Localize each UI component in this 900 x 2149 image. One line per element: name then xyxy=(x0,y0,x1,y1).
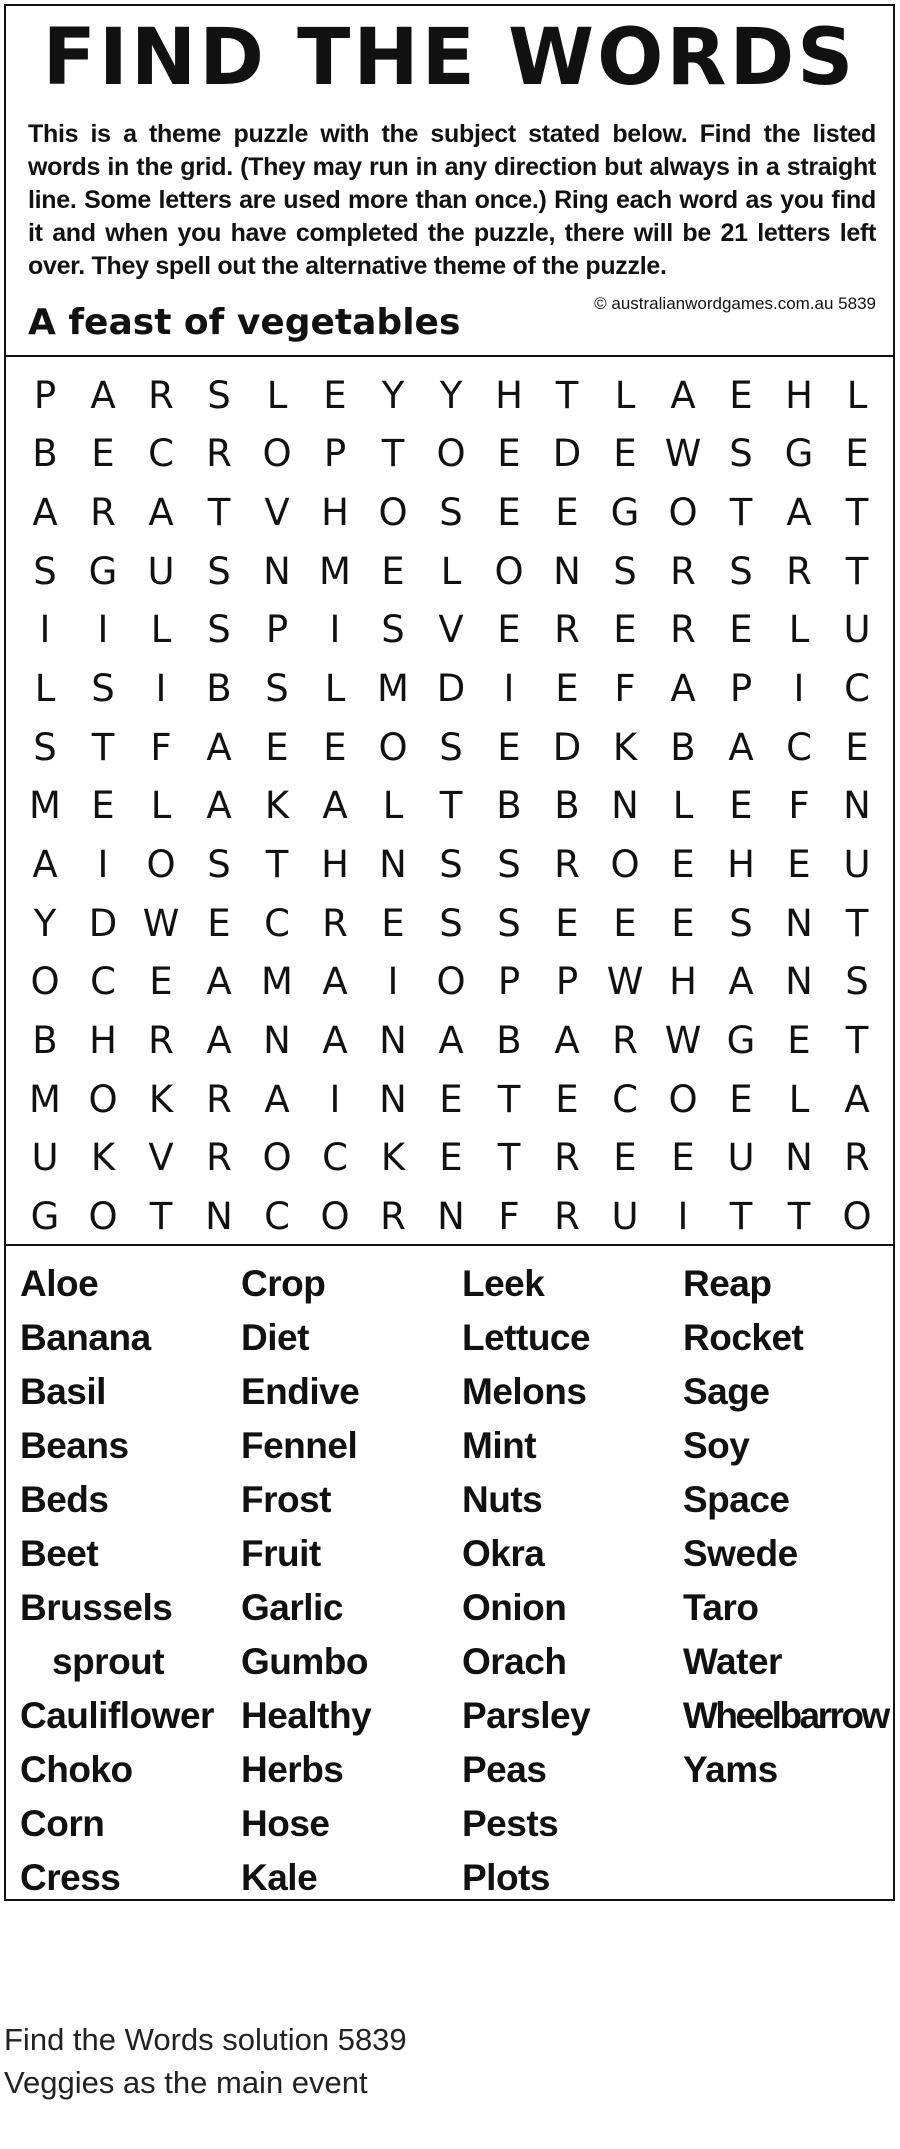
puzzle-header xyxy=(6,6,893,356)
grid-cell[interactable]: L xyxy=(788,608,810,652)
grid-cell[interactable]: E xyxy=(613,432,637,476)
grid-cell[interactable]: E xyxy=(787,1019,811,1063)
grid-cell[interactable]: W xyxy=(664,432,702,476)
grid-cell[interactable]: O xyxy=(88,1195,118,1239)
instructions-text xyxy=(28,118,876,320)
grid-cell[interactable]: D xyxy=(552,725,582,769)
grid-cell[interactable]: T xyxy=(845,549,869,593)
grid-cell[interactable]: N xyxy=(611,784,639,828)
grid-cell[interactable]: L xyxy=(34,667,56,711)
grid-cell[interactable]: N xyxy=(379,843,407,887)
grid-cell[interactable]: O xyxy=(378,491,408,535)
grid-cell[interactable]: R xyxy=(148,373,174,417)
grid-cell[interactable]: E xyxy=(555,667,579,711)
grid-cell[interactable]: S xyxy=(207,373,231,417)
grid-cell[interactable]: A xyxy=(670,667,696,711)
word-item[interactable]: Parsley xyxy=(462,1695,591,1736)
grid-cell[interactable]: S xyxy=(845,960,869,1004)
grid-cell[interactable]: M xyxy=(319,549,351,593)
grid-cell[interactable]: V xyxy=(148,1136,174,1180)
grid-cell[interactable]: I xyxy=(793,667,805,711)
grid-cell[interactable]: T xyxy=(91,725,115,769)
grid-cell[interactable]: C xyxy=(844,667,870,711)
word-item[interactable]: Endive xyxy=(241,1371,360,1412)
grid-cell[interactable]: U xyxy=(611,1195,639,1239)
grid-cell[interactable]: N xyxy=(263,549,291,593)
grid-cell[interactable]: S xyxy=(439,491,463,535)
grid-cell[interactable]: N xyxy=(553,549,581,593)
grid-cell[interactable]: O xyxy=(262,1136,292,1180)
word-item[interactable]: Wheelbarrow xyxy=(683,1695,888,1736)
grid-cell[interactable]: A xyxy=(206,960,232,1004)
puzzle-title: FIND THE WORDS xyxy=(42,13,857,103)
grid-cell[interactable]: S xyxy=(729,549,753,593)
word-item[interactable]: Corn xyxy=(20,1803,105,1844)
grid-cell[interactable]: L xyxy=(150,608,172,652)
grid-cell[interactable]: R xyxy=(554,843,580,887)
grid-cell[interactable]: N xyxy=(379,1077,407,1121)
word-item[interactable]: Healthy xyxy=(241,1695,372,1736)
grid-cell[interactable]: S xyxy=(207,608,231,652)
word-item[interactable]: Plots xyxy=(462,1857,550,1898)
grid-cell[interactable]: N xyxy=(785,901,813,945)
word-item[interactable]: Fennel xyxy=(241,1425,358,1466)
grid-cell[interactable]: G xyxy=(88,549,118,593)
grid-cell[interactable]: R xyxy=(786,549,812,593)
grid-cell[interactable]: R xyxy=(148,1019,174,1063)
grid-cell[interactable]: E xyxy=(845,432,869,476)
grid-cell[interactable]: C xyxy=(264,1195,290,1239)
grid-cell[interactable]: E xyxy=(439,1077,463,1121)
grid-cell[interactable]: L xyxy=(846,373,868,417)
grid-cell[interactable]: A xyxy=(264,1077,290,1121)
grid-cell[interactable]: I xyxy=(329,1077,341,1121)
grid-cell[interactable]: D xyxy=(552,432,582,476)
grid-cell[interactable]: H xyxy=(321,843,349,887)
word-item[interactable]: Reap xyxy=(683,1263,772,1304)
grid-cell[interactable]: F xyxy=(788,784,810,828)
word-item[interactable]: Basil xyxy=(20,1371,106,1412)
grid-cell[interactable]: O xyxy=(436,960,466,1004)
grid-cell[interactable]: P xyxy=(555,960,579,1004)
word-item[interactable]: Space xyxy=(683,1479,790,1520)
grid-cell[interactable]: D xyxy=(436,667,466,711)
grid-cell[interactable]: T xyxy=(845,1019,869,1063)
grid-cell[interactable]: T xyxy=(787,1195,811,1239)
grid-cell[interactable]: E xyxy=(497,432,521,476)
grid-cell[interactable]: P xyxy=(497,960,521,1004)
grid-cell[interactable]: B xyxy=(554,784,580,828)
grid-cell[interactable]: C xyxy=(264,901,290,945)
word-item[interactable]: Soy xyxy=(683,1425,750,1466)
grid-cell[interactable]: I xyxy=(39,608,51,652)
grid-cell[interactable]: V xyxy=(264,491,290,535)
grid-cell[interactable]: O xyxy=(668,1077,698,1121)
grid-cell[interactable]: Y xyxy=(439,373,463,417)
word-item[interactable]: Cauliflower xyxy=(20,1695,214,1736)
grid-cell[interactable]: H xyxy=(321,491,349,535)
word-item[interactable]: Herbs xyxy=(241,1749,344,1790)
word-item[interactable]: Diet xyxy=(241,1317,309,1358)
grid-cell[interactable]: R xyxy=(612,1019,638,1063)
grid-cell[interactable]: T xyxy=(845,491,869,535)
puzzle-panel xyxy=(4,4,895,1901)
grid-cell[interactable]: C xyxy=(786,725,812,769)
grid-cell[interactable]: O xyxy=(30,960,60,1004)
grid-cell[interactable]: L xyxy=(788,1077,810,1121)
grid-cell[interactable]: S xyxy=(497,843,521,887)
grid-cell[interactable]: L xyxy=(150,784,172,828)
grid-cell[interactable]: T xyxy=(555,373,579,417)
grid-cell[interactable]: O xyxy=(610,843,640,887)
grid-cell[interactable]: K xyxy=(148,1077,174,1121)
grid-cell[interactable]: E xyxy=(787,843,811,887)
grid-cell[interactable]: I xyxy=(387,960,399,1004)
grid-cell[interactable]: S xyxy=(33,725,57,769)
grid-cell[interactable]: H xyxy=(785,373,813,417)
grid-cell[interactable]: E xyxy=(555,1077,579,1121)
grid-cell[interactable]: A xyxy=(728,960,754,1004)
grid-cell[interactable]: B xyxy=(32,1019,58,1063)
word-item[interactable]: Swede xyxy=(683,1533,798,1574)
grid-cell[interactable]: T xyxy=(265,843,289,887)
grid-cell[interactable]: M xyxy=(377,667,409,711)
grid-cell[interactable]: U xyxy=(31,1136,59,1180)
grid-cell[interactable]: E xyxy=(729,608,753,652)
grid-cell[interactable]: E xyxy=(613,901,637,945)
grid-cell[interactable]: R xyxy=(380,1195,406,1239)
grid-cell[interactable]: T xyxy=(207,491,231,535)
grid-cell[interactable]: R xyxy=(206,1136,232,1180)
grid-cell[interactable]: S xyxy=(381,608,405,652)
grid-cell[interactable]: E xyxy=(91,784,115,828)
grid-cell[interactable]: P xyxy=(33,373,57,417)
grid-divider xyxy=(6,1244,893,1246)
grid-cell[interactable]: I xyxy=(677,1195,689,1239)
grid-cell[interactable]: U xyxy=(843,608,871,652)
grid-cell[interactable]: S xyxy=(613,549,637,593)
grid-cell[interactable]: A xyxy=(148,491,174,535)
grid-cell[interactable]: T xyxy=(845,901,869,945)
word-item[interactable]: Frost xyxy=(241,1479,331,1520)
grid-cell[interactable]: T xyxy=(381,432,405,476)
word-item[interactable]: Taro xyxy=(683,1587,759,1628)
word-item[interactable]: Beans xyxy=(20,1425,129,1466)
grid-cell[interactable]: W xyxy=(606,960,644,1004)
grid-cell[interactable]: E xyxy=(149,960,173,1004)
header-divider xyxy=(6,355,893,357)
grid-cell[interactable]: A xyxy=(206,784,232,828)
grid-cell[interactable]: A xyxy=(32,843,58,887)
grid-cell[interactable]: S xyxy=(207,843,231,887)
grid-cell[interactable]: E xyxy=(613,1136,637,1180)
grid-cell[interactable]: E xyxy=(671,901,695,945)
grid-cell[interactable]: L xyxy=(440,549,462,593)
grid-cell[interactable]: O xyxy=(262,432,292,476)
grid-cell[interactable]: S xyxy=(265,667,289,711)
grid-cell[interactable]: H xyxy=(727,843,755,887)
grid-cell[interactable]: U xyxy=(727,1136,755,1180)
grid-cell[interactable]: B xyxy=(670,725,696,769)
grid-cell[interactable]: P xyxy=(265,608,289,652)
word-list xyxy=(20,1257,890,1897)
word-item[interactable]: Sage xyxy=(683,1371,770,1412)
grid-cell[interactable]: G xyxy=(30,1195,60,1239)
word-item[interactable]: Rocket xyxy=(683,1317,804,1358)
word-item[interactable]: Fruit xyxy=(241,1533,321,1574)
grid-cell[interactable]: N xyxy=(437,1195,465,1239)
word-column xyxy=(241,1257,462,1905)
grid-cell[interactable]: A xyxy=(670,373,696,417)
grid-cell[interactable]: A xyxy=(206,1019,232,1063)
grid-cell[interactable]: R xyxy=(554,608,580,652)
grid-cell[interactable]: R xyxy=(206,1077,232,1121)
grid-cell[interactable]: K xyxy=(380,1136,406,1180)
grid-cell[interactable]: S xyxy=(91,667,115,711)
grid-cell[interactable]: S xyxy=(439,843,463,887)
word-item[interactable]: Orach xyxy=(462,1641,567,1682)
grid-cell[interactable]: E xyxy=(439,1136,463,1180)
grid-cell[interactable]: T xyxy=(149,1195,173,1239)
grid-cell[interactable]: E xyxy=(497,608,521,652)
grid-cell[interactable]: E xyxy=(555,901,579,945)
grid-cell[interactable]: S xyxy=(729,432,753,476)
grid-cell[interactable]: K xyxy=(90,1136,116,1180)
word-item[interactable]: Leek xyxy=(462,1263,545,1304)
grid-cell[interactable]: O xyxy=(842,1195,872,1239)
grid-cell[interactable]: O xyxy=(436,432,466,476)
grid-cell[interactable]: C xyxy=(612,1077,638,1121)
word-item[interactable]: Aloe xyxy=(20,1263,99,1304)
grid-cell[interactable]: I xyxy=(503,667,515,711)
word-item[interactable]: Okra xyxy=(462,1533,545,1574)
word-item[interactable]: Garlic xyxy=(241,1587,343,1628)
letter-grid xyxy=(16,366,886,1246)
grid-cell[interactable]: T xyxy=(729,491,753,535)
word-column xyxy=(683,1257,890,1905)
grid-cell[interactable]: G xyxy=(610,491,640,535)
grid-cell[interactable]: Y xyxy=(33,901,57,945)
word-item[interactable]: Lettuce xyxy=(462,1317,591,1358)
grid-cell[interactable]: N xyxy=(263,1019,291,1063)
grid-cell[interactable]: K xyxy=(612,725,638,769)
grid-cell[interactable]: L xyxy=(382,784,404,828)
word-item[interactable]: Beds xyxy=(20,1479,109,1520)
word-column xyxy=(462,1257,683,1905)
solution-note xyxy=(4,2018,407,2104)
grid-cell[interactable]: A xyxy=(322,784,348,828)
grid-cell[interactable]: O xyxy=(378,725,408,769)
grid-cell[interactable]: S xyxy=(439,725,463,769)
grid-cell[interactable]: E xyxy=(207,901,231,945)
grid-cell[interactable]: R xyxy=(554,1195,580,1239)
grid-cell[interactable]: M xyxy=(29,784,61,828)
grid-cell[interactable]: E xyxy=(613,608,637,652)
grid-cell[interactable]: E xyxy=(729,373,753,417)
grid-cell[interactable]: E xyxy=(845,725,869,769)
grid-cell[interactable]: R xyxy=(554,1136,580,1180)
grid-cell[interactable]: F xyxy=(150,725,172,769)
grid-cell[interactable]: A xyxy=(438,1019,464,1063)
word-item[interactable]: Cress xyxy=(20,1857,121,1898)
grid-cell[interactable]: O xyxy=(146,843,176,887)
grid-cell[interactable]: N xyxy=(785,960,813,1004)
grid-cell[interactable]: I xyxy=(155,667,167,711)
grid-cell[interactable]: E xyxy=(323,725,347,769)
grid-cell[interactable]: M xyxy=(29,1077,61,1121)
grid-cell[interactable]: I xyxy=(329,608,341,652)
grid-cell[interactable]: S xyxy=(729,901,753,945)
grid-cell[interactable]: A xyxy=(728,725,754,769)
word-column xyxy=(20,1257,241,1905)
grid-cell[interactable]: R xyxy=(670,608,696,652)
word-item[interactable]: Pests xyxy=(462,1803,559,1844)
grid-cell[interactable]: R xyxy=(90,491,116,535)
grid-cell[interactable]: N xyxy=(785,1136,813,1180)
grid-cell[interactable]: C xyxy=(90,960,116,1004)
grid-cell[interactable]: E xyxy=(381,901,405,945)
grid-cell[interactable]: E xyxy=(671,843,695,887)
grid-cell[interactable]: A xyxy=(90,373,116,417)
grid-cell[interactable]: S xyxy=(207,549,231,593)
grid-cell[interactable]: Y xyxy=(381,373,405,417)
grid-cell[interactable]: S xyxy=(497,901,521,945)
grid-cell[interactable]: H xyxy=(495,373,523,417)
grid-cell[interactable]: V xyxy=(438,608,464,652)
grid-cell[interactable]: E xyxy=(497,725,521,769)
copyright-notice: © australianwordgames.com.au 5839 xyxy=(594,294,876,313)
grid-cell[interactable]: L xyxy=(324,667,346,711)
grid-cell[interactable]: C xyxy=(322,1136,348,1180)
word-item[interactable]: Kale xyxy=(241,1857,318,1898)
grid-cell[interactable]: S xyxy=(439,901,463,945)
grid-cell[interactable]: A xyxy=(322,1019,348,1063)
grid-cell[interactable]: S xyxy=(33,549,57,593)
solution-title: Find the Words solution 5839 xyxy=(4,2022,407,2057)
word-item[interactable]: Crop xyxy=(241,1263,326,1304)
grid-cell[interactable]: U xyxy=(147,549,175,593)
grid-cell[interactable]: E xyxy=(729,1077,753,1121)
grid-cell[interactable]: E xyxy=(729,784,753,828)
grid-cell[interactable]: N xyxy=(843,784,871,828)
solution-answer: Veggies as the main event xyxy=(4,2065,368,2100)
grid-cell[interactable]: O xyxy=(320,1195,350,1239)
grid-cell[interactable]: G xyxy=(726,1019,756,1063)
grid-cell[interactable]: I xyxy=(97,843,109,887)
grid-cell[interactable]: P xyxy=(729,667,753,711)
grid-cell[interactable]: T xyxy=(729,1195,753,1239)
grid-cell[interactable]: E xyxy=(265,725,289,769)
grid-cell[interactable]: E xyxy=(555,491,579,535)
grid-cell[interactable]: E xyxy=(497,491,521,535)
grid-cell[interactable]: A xyxy=(322,960,348,1004)
word-item[interactable]: Melons xyxy=(462,1371,587,1412)
grid-cell[interactable]: R xyxy=(322,901,348,945)
word-item[interactable]: Choko xyxy=(20,1749,133,1790)
grid-cell[interactable]: R xyxy=(844,1136,870,1180)
grid-cell[interactable]: A xyxy=(844,1077,870,1121)
grid-cell[interactable]: L xyxy=(266,373,288,417)
grid-cell[interactable]: W xyxy=(664,1019,702,1063)
word-item[interactable]: Water xyxy=(683,1641,782,1682)
grid-cell[interactable]: B xyxy=(496,784,522,828)
word-item[interactable]: Banana xyxy=(20,1317,151,1358)
grid-cell[interactable]: L xyxy=(614,373,636,417)
grid-cell[interactable]: M xyxy=(261,960,293,1004)
grid-cell[interactable]: B xyxy=(206,667,232,711)
word-item[interactable]: Mint xyxy=(462,1425,537,1466)
grid-cell[interactable]: E xyxy=(323,373,347,417)
grid-cell[interactable]: E xyxy=(91,432,115,476)
grid-cell[interactable]: A xyxy=(32,491,58,535)
grid-cell[interactable]: R xyxy=(206,432,232,476)
grid-cell[interactable]: F xyxy=(498,1195,520,1239)
grid-cell[interactable]: W xyxy=(142,901,180,945)
grid-cell[interactable]: I xyxy=(97,608,109,652)
grid-cell[interactable]: D xyxy=(88,901,118,945)
grid-cell[interactable]: B xyxy=(496,1019,522,1063)
grid-cell[interactable]: E xyxy=(381,549,405,593)
grid-cell[interactable]: T xyxy=(497,1077,521,1121)
grid-cell[interactable]: A xyxy=(206,725,232,769)
grid-cell[interactable]: K xyxy=(264,784,290,828)
grid-cell[interactable]: T xyxy=(497,1136,521,1180)
word-item[interactable]: Peas xyxy=(462,1749,547,1790)
grid-cell[interactable]: C xyxy=(148,432,174,476)
word-item[interactable]: sprout xyxy=(52,1641,165,1682)
word-item[interactable]: Onion xyxy=(462,1587,567,1628)
grid-cell[interactable]: F xyxy=(614,667,636,711)
word-item[interactable]: Gumbo xyxy=(241,1641,368,1682)
word-item[interactable]: Hose xyxy=(241,1803,330,1844)
word-item[interactable]: Beet xyxy=(20,1533,99,1574)
grid-cell[interactable]: O xyxy=(88,1077,118,1121)
instructions-body: This is a theme puzzle with the subject stated below. Find the listed words in the grid. (They may run in any direction but always in a straight line. Some letters are used more than once.) Ring each word as you find it and when you have completed the puzzle, there will be 21 letters left over. They spell out the alternative theme of the puzzle. xyxy=(28,120,876,280)
grid-cell[interactable]: U xyxy=(843,843,871,887)
grid-cell[interactable]: N xyxy=(379,1019,407,1063)
word-item[interactable]: Brussels xyxy=(20,1587,173,1628)
grid-cell[interactable]: O xyxy=(668,491,698,535)
grid-cell[interactable]: B xyxy=(32,432,58,476)
word-item[interactable]: Nuts xyxy=(462,1479,543,1520)
grid-cell[interactable]: H xyxy=(89,1019,117,1063)
grid-cell[interactable]: P xyxy=(323,432,347,476)
grid-cell[interactable]: A xyxy=(786,491,812,535)
puzzle-theme: A feast of vegetables xyxy=(28,302,461,343)
grid-cell[interactable]: N xyxy=(205,1195,233,1239)
grid-cell[interactable]: G xyxy=(784,432,814,476)
grid-cell[interactable]: H xyxy=(669,960,697,1004)
grid-cell[interactable]: O xyxy=(494,549,524,593)
grid-cell[interactable]: R xyxy=(670,549,696,593)
grid-cell[interactable]: L xyxy=(672,784,694,828)
word-item[interactable]: Yams xyxy=(683,1749,778,1790)
grid-cell[interactable]: E xyxy=(671,1136,695,1180)
grid-cell[interactable]: T xyxy=(439,784,463,828)
grid-cell[interactable]: A xyxy=(554,1019,580,1063)
